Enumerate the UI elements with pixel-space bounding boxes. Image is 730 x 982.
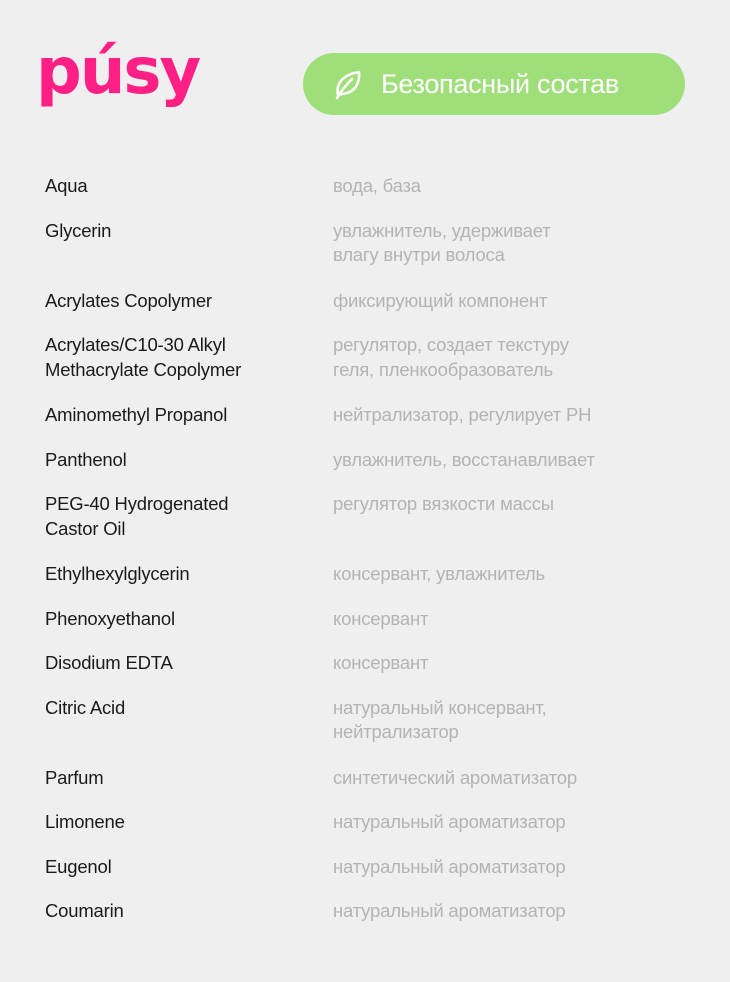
ingredient-name: Aminomethyl Propanol xyxy=(45,404,228,425)
brand-logo: púsy xyxy=(36,35,200,109)
ingredient-name: Citric Acid xyxy=(45,696,126,718)
ingredient-description: натуральный ароматизатор xyxy=(333,900,566,921)
ingredient-row xyxy=(45,562,685,607)
ingredient-name: Ethylhexylglycerin xyxy=(45,563,190,584)
ingredient-row xyxy=(45,651,685,696)
ingredient-row xyxy=(45,219,685,289)
ingredient-name: Disodium EDTA xyxy=(45,652,173,673)
ingredient-name: Parfum xyxy=(45,766,104,788)
ingredient-description: увлажнитель, восстанавливает xyxy=(333,448,595,470)
ingredient-row xyxy=(45,403,685,448)
ingredient-name: PEG-40 Hydrogenated Castor Oil xyxy=(45,493,229,539)
ingredient-row xyxy=(45,333,685,403)
ingredient-row xyxy=(45,174,685,219)
ingredient-row xyxy=(45,448,685,493)
ingredient-row xyxy=(45,810,685,855)
badge-label: Безопасный состав xyxy=(381,68,619,99)
ingredient-description: фиксирующий компонент xyxy=(333,289,548,311)
ingredient-row xyxy=(45,855,685,900)
ingredients-list xyxy=(45,174,685,944)
ingredient-description: регулятор, создает текстуру геля, пленкообразователь xyxy=(333,334,569,380)
ingredient-name: Panthenol xyxy=(45,448,127,470)
ingredient-name: Glycerin xyxy=(45,219,112,241)
ingredient-description: натуральный консервант, нейтрализатор xyxy=(333,696,547,742)
ingredient-name: Eugenol xyxy=(45,855,112,877)
ingredient-name: Acrylates Copolymer xyxy=(45,289,212,311)
ingredient-row xyxy=(45,492,685,562)
ingredient-description: вода, база xyxy=(333,175,421,196)
ingredient-name: Acrylates/C10-30 Alkyl Methacrylate Copolymer xyxy=(45,334,242,380)
ingredient-row xyxy=(45,696,685,766)
ingredient-description: регулятор вязкости массы xyxy=(333,493,554,514)
leaf-icon xyxy=(331,67,365,101)
ingredient-row xyxy=(45,289,685,334)
ingredient-description: консервант, увлажнитель xyxy=(333,563,545,584)
ingredient-description: увлажнитель, удерживает влагу внутри волоса xyxy=(333,219,551,265)
ingredient-row xyxy=(45,766,685,811)
ingredient-name: Coumarin xyxy=(45,900,124,921)
ingredient-description: натуральный ароматизатор xyxy=(333,855,566,877)
ingredient-row xyxy=(45,607,685,652)
ingredient-description: консервант xyxy=(333,652,429,673)
safe-composition-badge xyxy=(303,53,685,115)
ingredient-description: синтетический ароматизатор xyxy=(333,766,577,788)
ingredient-name: Limonene xyxy=(45,811,125,832)
ingredient-name: Phenoxyethanol xyxy=(45,607,175,629)
ingredient-description: нейтрализатор, регулирует PH xyxy=(333,404,592,425)
ingredient-description: натуральный ароматизатор xyxy=(333,811,566,832)
ingredient-row xyxy=(45,899,685,944)
ingredient-name: Aqua xyxy=(45,175,88,196)
ingredient-description: консервант xyxy=(333,607,429,629)
